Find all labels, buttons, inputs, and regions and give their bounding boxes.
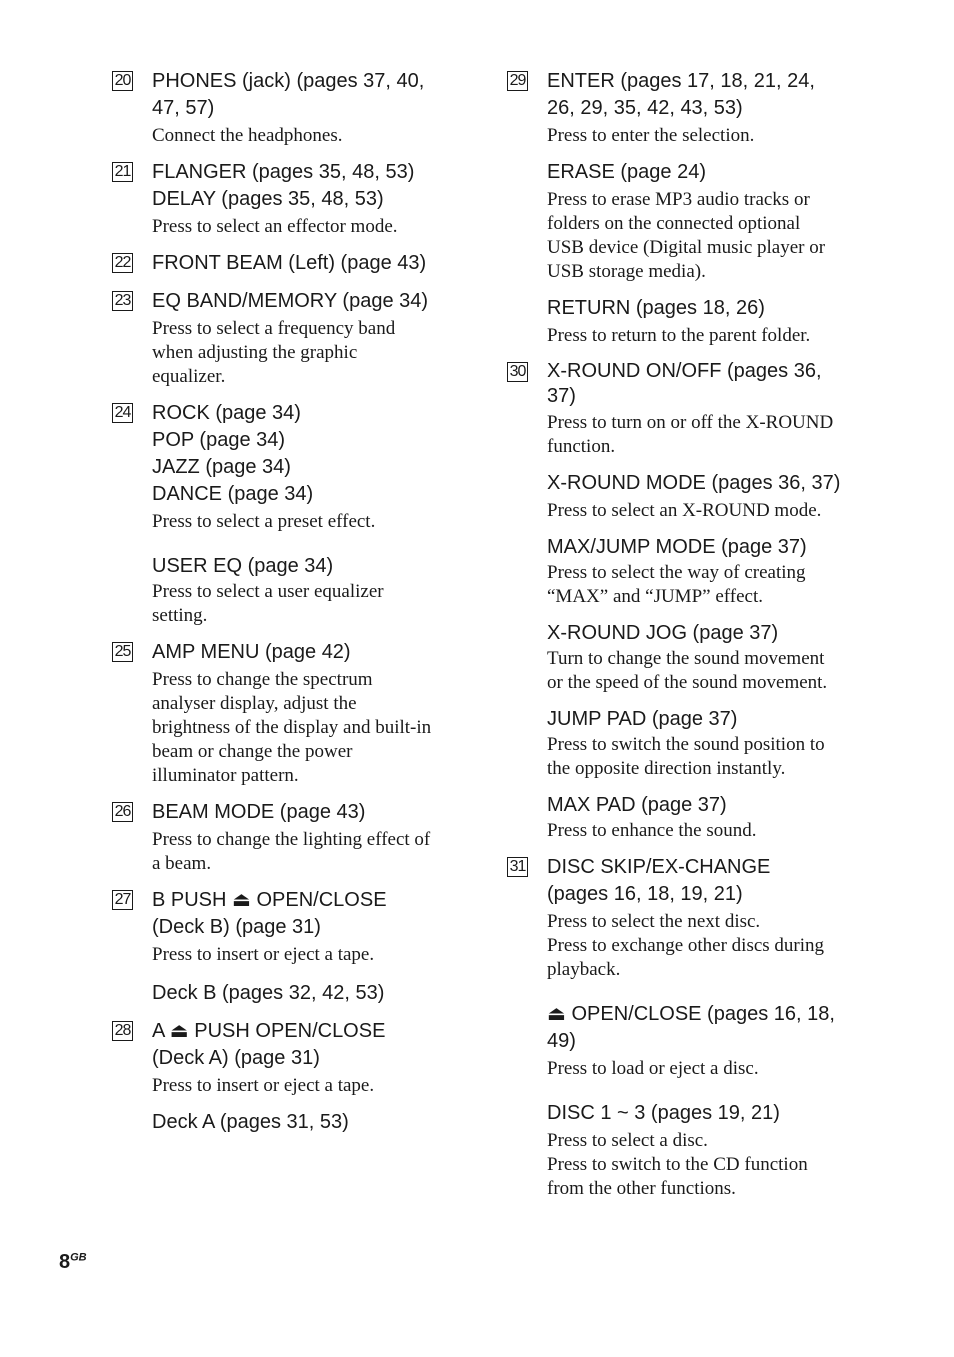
item-description: Press to insert or eject a tape. [152, 944, 375, 965]
item-heading: FLANGER (pages 35, 48, 53) DELAY (pages 35, 48, 53) [152, 161, 415, 210]
item-description: Press to enter the selection. [547, 125, 755, 146]
item-heading: ROCK (page 34) POP (page 34) JAZZ (page 34) DANCE (page 34) [152, 402, 314, 505]
item-number: 30 [507, 362, 528, 382]
sub-heading-x-round-mode: X-ROUND MODE (pages 36, 37) [547, 472, 841, 494]
item-description: Press to select an effector mode. [152, 216, 398, 237]
item-number: 24 [112, 403, 133, 423]
sub-heading-deck-a: Deck A (pages 31, 53) [152, 1111, 349, 1133]
item-heading: B PUSH ⏏ OPEN/CLOSE (Deck B) (page 31) [152, 889, 387, 938]
eject-icon: ⏏ [232, 889, 251, 911]
item-27 [112, 885, 464, 1007]
item-31 [507, 852, 867, 1201]
page-number: $8^{GB}$ [59, 1251, 87, 1273]
item-heading: AMP MENU (page 42) [152, 641, 351, 663]
item-description: Press to change the spectrum analyser display, adjust the brightness of the display and built-in beam or change the power illuminator pattern. [152, 669, 432, 786]
item-number: 31 [507, 857, 528, 877]
item-number: 20 [112, 71, 133, 91]
item-21 [112, 157, 464, 239]
item-20 [112, 66, 464, 148]
sub-description: Press to return to the parent folder. [547, 325, 811, 346]
sub-heading-disc-1-3: DISC 1 ~ 3 (pages 19, 21) [547, 1102, 780, 1124]
sub-heading-open-close: ⏏ OPEN/CLOSE (pages 16, 18, 49) [547, 1003, 835, 1052]
item-23 [112, 286, 464, 389]
item-25 [112, 637, 464, 788]
item-number: 25 [112, 642, 133, 662]
right-column [507, 66, 867, 1201]
sub-heading-x-round-jog: X-ROUND JOG (page 37) [547, 622, 779, 644]
sub-description: Press to select the way of creating “MAX” and “JUMP” effect. [547, 562, 806, 607]
sub-description: Press to select a disc. Press to switch to the CD function from the other functions. [547, 1130, 808, 1199]
item-30 [507, 357, 867, 843]
item-heading: X-ROUND ON/OFF (pages 36, 37) [547, 360, 822, 407]
item-description: Press to insert or eject a tape. [152, 1075, 375, 1096]
item-29 [507, 66, 867, 348]
item-heading: ENTER (pages 17, 18, 21, 24, 26, 29, 35, 42, 43, 53) [547, 70, 815, 119]
sub-description: Press to load or eject a disc. [547, 1058, 759, 1079]
left-column [112, 66, 464, 1136]
item-number: 21 [112, 162, 133, 182]
sub-description: Press to enhance the sound. [547, 820, 757, 841]
item-description: Press to select a preset effect. [152, 511, 376, 532]
sub-description: Turn to change the sound movement or the speed of the sound movement. [547, 648, 828, 693]
item-22 [112, 248, 464, 277]
item-heading: EQ BAND/MEMORY (page 34) [152, 290, 429, 312]
sub-heading-return: RETURN (pages 18, 26) [547, 297, 765, 319]
item-heading: BEAM MODE (page 43) [152, 801, 366, 823]
page-suffix: GB [70, 1251, 87, 1264]
sub-heading-erase: ERASE (page 24) [547, 161, 706, 183]
sub-heading-deck-b: Deck B (pages 32, 42, 53) [152, 982, 385, 1004]
sub-description: Press to erase MP3 audio tracks or folders on the connected optional USB device (Digital music player or USB storage media). [547, 189, 826, 282]
item-description: Press to select the next disc. Press to exchange other discs during playback. [547, 911, 825, 980]
item-28 [112, 1016, 464, 1136]
item-heading: DISC SKIP/EX-CHANGE (pages 16, 18, 19, 21) [547, 856, 771, 905]
item-number: 23 [112, 291, 133, 311]
sub-heading-max-jump-mode: MAX/JUMP MODE (page 37) [547, 536, 807, 558]
item-description: Press to turn on or off the X-ROUND function. [547, 412, 834, 457]
sub-heading-jump-pad: JUMP PAD (page 37) [547, 708, 738, 730]
item-heading: PHONES (jack) (pages 37, 40, 47, 57) [152, 70, 425, 119]
sub-description: Press to select an X-ROUND mode. [547, 500, 822, 521]
sub-description: Press to select a user equalizer setting. [152, 581, 384, 626]
item-description: Press to change the lighting effect of a beam. [152, 829, 431, 874]
item-24 [112, 398, 464, 628]
item-description: Connect the headphones. [152, 125, 343, 146]
item-number: 28 [112, 1021, 133, 1041]
eject-icon: ⏏ [547, 1003, 566, 1025]
sub-heading-user-eq: USER EQ (page 34) [152, 555, 334, 577]
item-number: 22 [112, 253, 133, 273]
eject-icon: ⏏ [169, 1020, 189, 1042]
sub-description: Press to switch the sound position to the opposite direction instantly. [547, 734, 825, 779]
item-heading: FRONT BEAM (Left) (page 43) [152, 252, 427, 274]
item-number: 29 [507, 71, 528, 91]
item-description: Press to select a frequency band when adjusting the graphic equalizer. [152, 318, 396, 387]
item-heading: A ⏏ PUSH OPEN/CLOSE (Deck A) (page 31) [152, 1020, 386, 1069]
item-26 [112, 797, 464, 876]
item-number: 27 [112, 890, 133, 910]
sub-heading-max-pad: MAX PAD (page 37) [547, 794, 727, 816]
item-number: 26 [112, 802, 133, 822]
